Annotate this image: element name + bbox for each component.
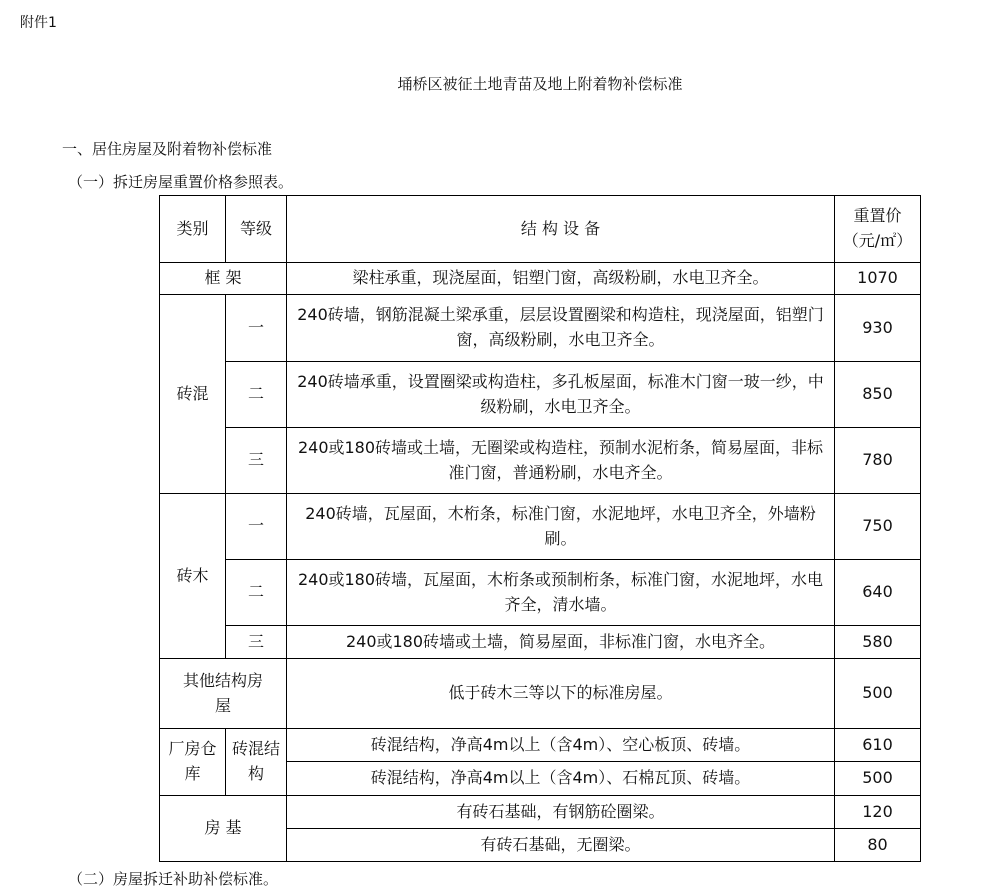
price-cell: 580 (835, 626, 921, 659)
category-brick-concrete: 砖混 (160, 295, 226, 494)
price-cell: 80 (835, 829, 921, 862)
subsection-heading: （一）拆迁房屋重置价格参照表。 (68, 173, 294, 191)
structure-desc: 240或180砖墙或土墙，无圈梁或构造柱，预制水泥桁条，简易屋面，非标准门窗，普通粉刷，水电齐全。 (287, 428, 835, 494)
structure-desc: 砖混结构，净高4m以上（含4m）、空心板顶、砖墙。 (287, 729, 835, 762)
structure-desc: 低于砖木三等以下的标准房屋。 (287, 659, 835, 729)
header-price (835, 196, 921, 263)
price-cell: 850 (835, 362, 921, 428)
structure-desc: 240或180砖墙或土墙，简易屋面，非标准门窗，水电齐全。 (287, 626, 835, 659)
structure-desc: 240砖墙承重，设置圈梁或构造柱，多孔板屋面，标准木门窗一玻一纱，中级粉刷，水电卫齐全。 (287, 362, 835, 428)
price-cell: 640 (835, 560, 921, 626)
header-price-line2: （元/㎡） (842, 231, 913, 250)
category-brick-wood: 砖木 (160, 494, 226, 659)
header-price-line1: 重置价 (853, 206, 902, 226)
document-title: 埇桥区被征土地青苗及地上附着物补偿标准 (397, 75, 683, 93)
category-warehouse: 厂房仓库 (160, 729, 226, 796)
grade-cell: 二 (226, 362, 287, 428)
grade-cell: 二 (226, 560, 287, 626)
price-cell: 930 (835, 295, 921, 362)
category-other: 其他结构房屋 (160, 659, 287, 729)
table-row (160, 428, 921, 494)
table-header-row (160, 196, 921, 263)
price-cell: 780 (835, 428, 921, 494)
price-cell: 1070 (835, 263, 921, 295)
table-row (160, 494, 921, 560)
price-cell: 500 (835, 762, 921, 796)
category-foundation: 房 基 (160, 796, 287, 862)
structure-desc: 240砖墙，钢筋混凝土梁承重，层层设置圈梁和构造柱，现浇屋面，铝塑门窗，高级粉刷，水电卫齐全。 (287, 295, 835, 362)
structure-desc: 240砖墙，瓦屋面，木桁条，标准门窗，水泥地坪，水电卫齐全，外墙粉刷。 (287, 494, 835, 560)
structure-desc: 梁柱承重，现浇屋面，铝塑门窗，高级粉刷，水电卫齐全。 (287, 263, 835, 295)
grade-cell: 砖混结构 (226, 729, 287, 796)
table-row (160, 362, 921, 428)
grade-cell: 三 (226, 626, 287, 659)
price-cell: 610 (835, 729, 921, 762)
section-heading: 一、居住房屋及附着物补偿标准 (62, 140, 273, 158)
table-row (160, 263, 921, 295)
header-category: 类别 (160, 196, 226, 263)
grade-cell: 一 (226, 494, 287, 560)
subsection-heading: （二）房屋拆迁补助补偿标准。 (68, 870, 279, 888)
structure-desc: 砖混结构，净高4m以上（含4m）、石棉瓦顶、砖墙。 (287, 762, 835, 796)
rebuild-price-table (159, 195, 921, 862)
category-frame: 框 架 (160, 263, 287, 295)
table-row (160, 295, 921, 362)
attachment-label: 附件1 (20, 15, 57, 31)
table-row (160, 560, 921, 626)
structure-desc: 有砖石基础，有钢筋砼圈梁。 (287, 796, 835, 829)
table-row (160, 796, 921, 829)
structure-desc: 240或180砖墙，瓦屋面，木桁条或预制桁条，标准门窗，水泥地坪，水电齐全，清水墙。 (287, 560, 835, 626)
table-row (160, 626, 921, 659)
table-row (160, 729, 921, 762)
grade-cell: 三 (226, 428, 287, 494)
price-cell: 750 (835, 494, 921, 560)
table-row (160, 659, 921, 729)
structure-desc: 有砖石基础，无圈梁。 (287, 829, 835, 862)
grade-cell: 一 (226, 295, 287, 362)
price-cell: 120 (835, 796, 921, 829)
price-cell: 500 (835, 659, 921, 729)
header-grade: 等级 (226, 196, 287, 263)
header-structure: 结 构 设 备 (287, 196, 835, 263)
